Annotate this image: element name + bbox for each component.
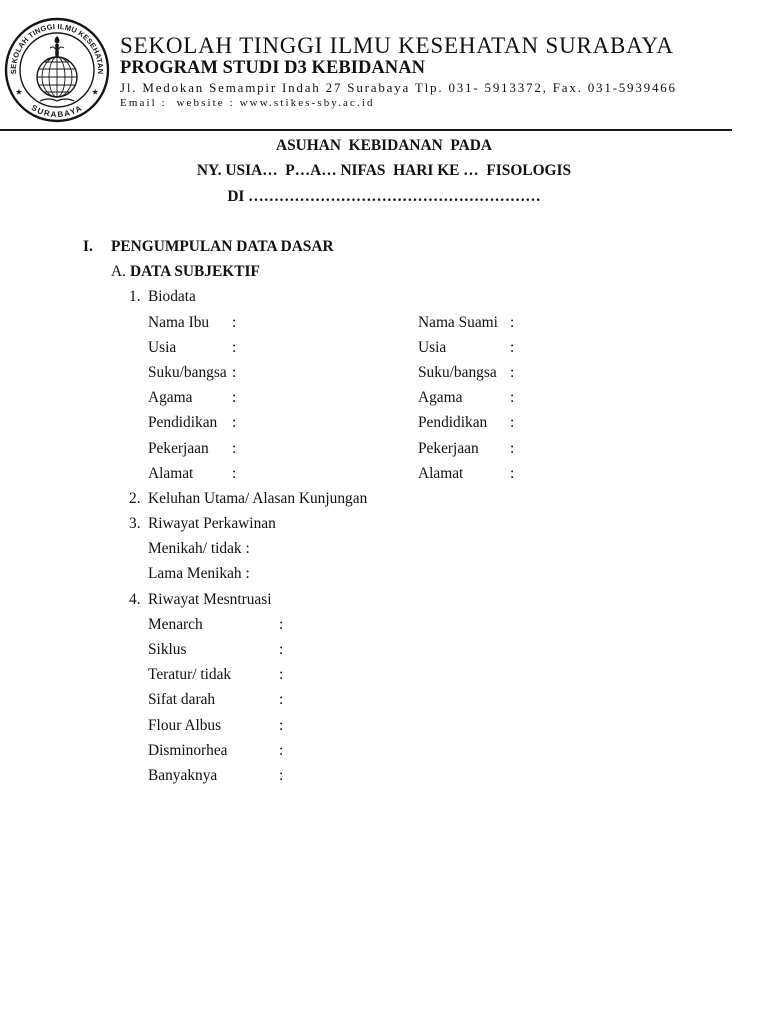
subsection-letter: A. bbox=[111, 263, 126, 281]
field-colon: : bbox=[510, 464, 515, 482]
blank-line bbox=[0, 209, 768, 234]
menstruation-field-label: Siklus bbox=[148, 641, 187, 659]
institution-logo bbox=[0, 15, 114, 127]
item-title: Keluhan Utama/ Alasan Kunjungan bbox=[148, 489, 368, 507]
field-colon: : bbox=[232, 389, 237, 407]
mother-field-label: Nama Ibu bbox=[148, 313, 210, 331]
subsection-heading bbox=[0, 259, 768, 284]
item-number: 1. bbox=[129, 288, 141, 306]
biodata-row bbox=[0, 335, 768, 360]
husband-field-label: Nama Suami bbox=[418, 313, 498, 331]
husband-field-label: Pendidikan bbox=[418, 414, 488, 432]
menstruation-field-label: Sifat darah bbox=[148, 691, 216, 709]
field-colon: : bbox=[232, 338, 237, 356]
field-colon: : bbox=[510, 439, 515, 457]
menstruation-field-label: Flour Albus bbox=[148, 716, 222, 734]
mother-field-label: Pekerjaan bbox=[148, 439, 209, 457]
field-colon: : bbox=[279, 615, 284, 633]
menstruation-row bbox=[0, 662, 768, 687]
section-heading bbox=[0, 234, 768, 259]
menstruation-field-label: Teratur/ tidak bbox=[148, 666, 232, 684]
list-item-heading bbox=[0, 486, 768, 511]
document-location-line: DI ………………………………………………… bbox=[227, 187, 541, 205]
biodata-row bbox=[0, 436, 768, 461]
field-colon: : bbox=[510, 363, 515, 381]
item-number: 3. bbox=[129, 515, 141, 533]
logo-ring-text-top: SEKOLAH TINGGI ILMU KESEHATAN bbox=[8, 21, 106, 75]
list-item-heading bbox=[0, 587, 768, 612]
document-title-row bbox=[0, 158, 768, 183]
field-colon: : bbox=[510, 338, 515, 356]
menstruation-field-label: Menarch bbox=[148, 615, 203, 633]
marriage-row bbox=[0, 536, 768, 561]
menstruation-field-label: Banyaknya bbox=[148, 766, 218, 784]
biodata-row bbox=[0, 310, 768, 335]
husband-field-label: Usia bbox=[418, 338, 447, 356]
mother-field-label: Alamat bbox=[148, 464, 194, 482]
section-title: PENGUMPULAN DATA DASAR bbox=[111, 238, 334, 256]
program-name: PROGRAM STUDI D3 KEBIDANAN bbox=[120, 58, 426, 78]
biodata-row bbox=[0, 461, 768, 486]
institution-address: Jl. Medokan Semampir Indah 27 Surabaya Tlp. 031- 5913372, Fax. 031-5939466 bbox=[120, 80, 677, 95]
field-colon: : bbox=[510, 313, 515, 331]
logo-globe-icon bbox=[37, 57, 77, 97]
field-colon: : bbox=[232, 313, 237, 331]
item-title: Riwayat Perkawinan bbox=[148, 515, 276, 533]
subsection-title: DATA SUBJEKTIF bbox=[130, 263, 260, 281]
field-colon: : bbox=[279, 766, 284, 784]
header-divider bbox=[0, 129, 732, 131]
husband-field-label: Agama bbox=[418, 389, 463, 407]
item-title: Riwayat Mesntruasi bbox=[148, 590, 272, 608]
biodata-row bbox=[0, 410, 768, 435]
menstruation-field-label: Disminorhea bbox=[148, 741, 228, 759]
biodata-row bbox=[0, 360, 768, 385]
field-colon: : bbox=[279, 741, 284, 759]
section-number: I. bbox=[83, 238, 93, 256]
institution-contact: Email : website : www.stikes-sby.ac.id bbox=[120, 97, 375, 109]
mother-field-label: Agama bbox=[148, 389, 193, 407]
document-title-row bbox=[0, 133, 768, 158]
document-title: ASUHAN KEBIDANAN PADA bbox=[275, 137, 493, 155]
mother-field-label: Suku/bangsa bbox=[148, 363, 227, 381]
item-number: 4. bbox=[129, 590, 141, 608]
field-colon: : bbox=[279, 641, 284, 659]
menstruation-row bbox=[0, 687, 768, 712]
husband-field-label: Alamat bbox=[418, 464, 464, 482]
biodata-row bbox=[0, 385, 768, 410]
field-colon: : bbox=[510, 389, 515, 407]
institution-name: SEKOLAH TINGGI ILMU KESEHATAN SURABAYA bbox=[120, 33, 674, 58]
field-colon: : bbox=[232, 439, 237, 457]
menstruation-row bbox=[0, 713, 768, 738]
item-title: Biodata bbox=[148, 288, 196, 306]
field-colon: : bbox=[232, 414, 237, 432]
marriage-field-label: Menikah/ tidak : bbox=[148, 540, 250, 558]
menstruation-row bbox=[0, 763, 768, 788]
logo-ring-text-bottom: SURABAYA bbox=[29, 103, 85, 120]
field-colon: : bbox=[279, 691, 284, 709]
field-colon: : bbox=[232, 464, 237, 482]
field-colon: : bbox=[279, 716, 284, 734]
marriage-row bbox=[0, 561, 768, 586]
list-item-heading bbox=[0, 284, 768, 309]
document-title-row bbox=[0, 184, 768, 209]
menstruation-row bbox=[0, 738, 768, 763]
document-subtitle: NY. USIA… P…A… NIFAS HARI KE … FISOLOGIS bbox=[196, 162, 572, 180]
menstruation-row bbox=[0, 612, 768, 637]
field-colon: : bbox=[510, 414, 515, 432]
husband-field-label: Suku/bangsa bbox=[418, 363, 497, 381]
list-item-heading bbox=[0, 511, 768, 536]
form-body bbox=[0, 133, 768, 788]
mother-field-label: Pendidikan bbox=[148, 414, 218, 432]
menstruation-row bbox=[0, 637, 768, 662]
mother-field-label: Usia bbox=[148, 338, 177, 356]
marriage-field-label: Lama Menikah : bbox=[148, 565, 250, 583]
field-colon: : bbox=[232, 363, 237, 381]
item-number: 2. bbox=[129, 489, 141, 507]
husband-field-label: Pekerjaan bbox=[418, 439, 479, 457]
field-colon: : bbox=[279, 666, 284, 684]
